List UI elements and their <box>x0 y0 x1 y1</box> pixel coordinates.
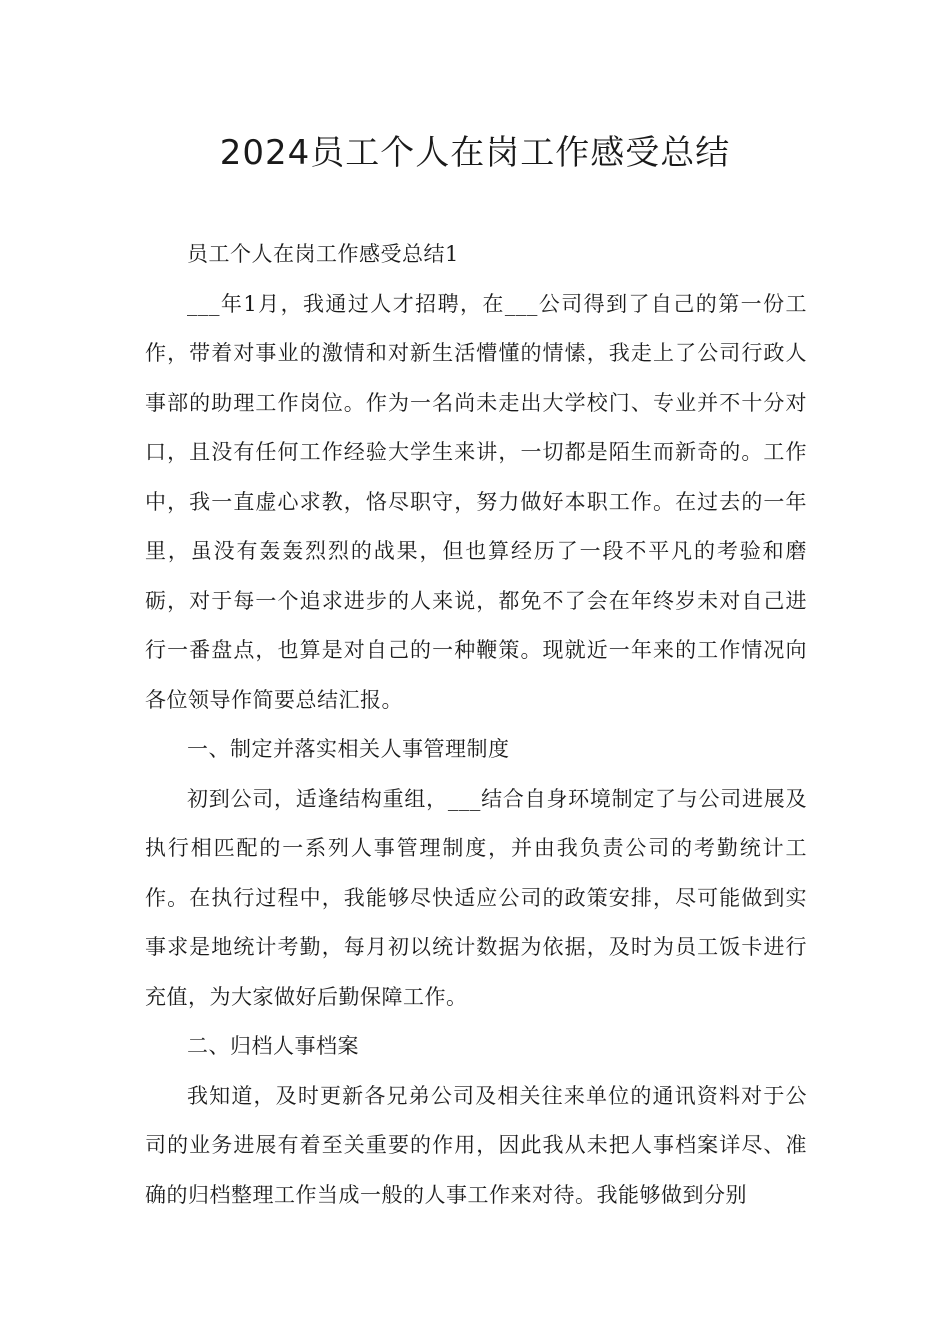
paragraph-hr-system: 初到公司，适逢结构重组，___结合自身环境制定了与公司进展及执行相匹配的一系列人事管理制度，并由我负责公司的考勤统计工作。在执行过程中，我能够尽快适应公司的政策安排，尽可能做到实事求是地统计考勤，每月初以统计数据为依据，及时为员工饭卡进行充值，为大家做好后勤保障工作。 <box>145 786 807 1009</box>
document-body <box>145 230 807 1220</box>
document-title: 2024员工个人在岗工作感受总结 <box>219 133 731 173</box>
paragraph-intro: ___年1月，我通过人才招聘，在___公司得到了自己的第一份工作，带着对事业的激情和对新生活懵懂的情愫，我走上了公司行政人事部的助理工作岗位。作为一名尚未走出大学校门、专业并不十分对口，且没有任何工作经验大学生来讲，一切都是陌生而新奇的。工作中，我一直虚心求教，恪尽职守，努力做好本职工作。在过去的一年里，虽没有轰轰烈烈的战果，但也算经历了一段不平凡的考验和磨砺，对于每一个追求进步的人来说，都免不了会在年终岁未对自己进行一番盘点，也算是对自己的一种鞭策。现就近一年来的工作情况向各位领导作简要总结汇报。 <box>145 291 807 712</box>
section-heading-2: 一、制定并落实相关人事管理制度 <box>187 737 510 761</box>
paragraph-hr-archive: 我知道，及时更新各兄弟公司及相关往来单位的通讯资料对于公司的业务进展有着至关重要的作用，因此我从未把人事档案详尽、准确的归档整理工作当成一般的人事工作来对待。我能够做到分别 <box>145 1083 807 1207</box>
section-heading-3: 二、归档人事档案 <box>187 1034 359 1058</box>
section-heading-1: 员工个人在岗工作感受总结1 <box>187 242 459 266</box>
